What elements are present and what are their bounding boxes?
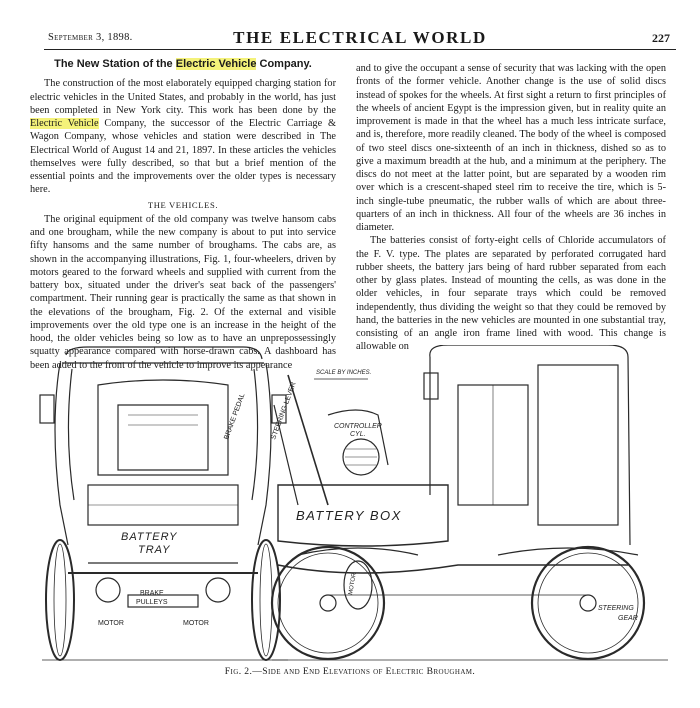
label-controller-1: CONTROLLER <box>334 423 382 430</box>
figure-brougham-elevations <box>28 345 678 663</box>
paragraph-2: The original equipment of the old company was twelve hansom cabs and one brougham, while the new company is about to put into service fifty hansoms and the same number of broughams. The cabs are, as shown in the accompanying illustrations, Fig. 1, four-wheelers, driven by motors geared to the forward wheels and supplied with current from the battery box, situated under the driver's seat back of the passengers' compartment. Their running gear is practically the same as that shown in the elevations of the brougham, Fig. 2. Of the external and visible improvements over the old type one is an increase in the height of the hood, the older vehicles being so low as to have an unprepossessingly squatty appearance compared with horse-drawn cabs. A dashboard has been added to the front of the vehicle to improve its appearance <box>30 213 336 371</box>
brougham-drawing <box>28 345 678 663</box>
label-brake-pedal: BRAKE PEDAL <box>223 392 247 441</box>
highlighted-term: Electric Vehicle <box>175 58 257 70</box>
figure-caption: Fig. 2.—Side and End Elevations of Electric Brougham. <box>224 666 476 677</box>
paragraph-4: The batteries consist of forty-eight cells of Chloride accumulators of the F. V. type. The plates are separated by perforated corrugated hard rubber sheets, the battery jars being of hard rubber separated from each other by glass plates. Instead of mounting the cells, as was done in the older vehicles, in four separate trays which could be removed independently, thus dividing the weight so that they could be removed by hand, the batteries in the new vehicles are mounted in one substantial tray, consisting of an angle iron frame lined with wood. This change is allowable on <box>356 235 666 353</box>
label-steering-lever: STEERING LEVER <box>270 381 298 441</box>
label-motor-right: MOTOR <box>183 620 209 627</box>
label-controller-2: CYL. <box>350 431 366 438</box>
article-title: The New Station of the Electric Vehicle Company. <box>54 58 312 70</box>
label-battery-tray-1: BATTERY <box>121 531 178 543</box>
page-number: 227 <box>652 31 670 45</box>
label-steering-gear-1: STEERING <box>598 605 634 612</box>
journal-title: THE ELECTRICAL WORLD <box>233 28 487 47</box>
paragraph-1: The construction of the most elaborately equipped charging station for electric vehicles in the United States, and probably in the world, has just been completed in New York city. This work has been done by the Electric Vehicle Company, the successor of the Electric Carriage & Wagon Company, whose vehicles and station were described in The Electrical World of August 14 and 21, 1897. In these articles the vehicles themselves were fully described, so that but a brief mention of the essential points and the improvements over the older types is necessary here. <box>30 78 337 196</box>
paragraph-3: and to give the occupant a sense of security that was lacking with the open fronts of the former vehicle. Another change is the use of solid discs instead of spokes for the wheels. At first sight a return to first principles of the wheels of ancient Egypt is the impression given, but in reality quite an improvement is made in that the wheel has a much less intricate surface, and is, therefore, more readily cleaned. The body of the wheel is composed of two steel discs one-sixteenth of an inch in thickness, dished so as to give a maximum breadth at the hub, and a minimum at the periphery. The discs do not meet at the latter point, but are separated by a wooden rim over which is a crescent-shaped steel rim to receive the tire, which is 5-inch single-tube pneumatic, the rubber walls of which are about three-quarters of an inch in thickness. All four of the wheels are 36 inches in diameter. <box>356 63 666 233</box>
label-brake-pulleys-2: PULLEYS <box>136 599 168 606</box>
side-elevation <box>272 345 668 660</box>
left-column <box>30 58 336 372</box>
label-scale: SCALE BY INCHES. <box>316 370 372 376</box>
label-motor-side: MOTOR <box>348 572 358 596</box>
header-rule <box>44 49 676 50</box>
label-steering-gear-2: GEAR <box>618 615 638 622</box>
section-subheading: THE VEHICLES. <box>147 199 219 210</box>
end-elevation <box>40 347 288 660</box>
issue-date: September 3, 1898. <box>48 32 133 43</box>
highlighted-term: Electric Vehicle <box>30 118 99 129</box>
label-battery-box: BATTERY BOX <box>296 508 402 523</box>
label-brake-pulleys-1: BRAKE <box>140 590 164 597</box>
page-header <box>40 26 680 50</box>
right-column <box>356 62 666 354</box>
label-motor-left: MOTOR <box>98 620 124 627</box>
label-battery-tray-2: TRAY <box>138 544 171 556</box>
